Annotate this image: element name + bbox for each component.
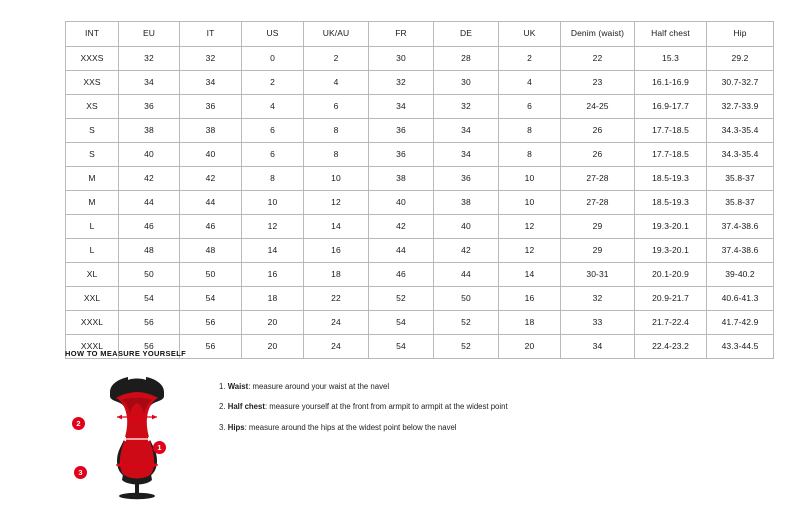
size-value-cell: 16: [499, 287, 561, 311]
size-value-cell: 35.8-37: [707, 167, 774, 191]
size-value-cell: 48: [119, 239, 180, 263]
size-value-cell: 40: [119, 143, 180, 167]
size-value-cell: 34: [119, 71, 180, 95]
size-value-cell: 21.7-22.4: [635, 311, 707, 335]
size-value-cell: 54: [119, 287, 180, 311]
table-row: [66, 95, 774, 119]
size-value-cell: 22: [561, 47, 635, 71]
size-value-cell: 12: [242, 215, 304, 239]
size-value-cell: 12: [499, 215, 561, 239]
measure-note-term: Waist: [227, 382, 249, 391]
size-value-cell: 52: [369, 287, 434, 311]
size-value-cell: 2: [242, 71, 304, 95]
size-value-cell: 18: [304, 263, 369, 287]
size-value-cell: 54: [180, 287, 242, 311]
size-value-cell: 37.4-38.6: [707, 215, 774, 239]
size-value-cell: 34: [434, 143, 499, 167]
size-value-cell: 16: [304, 239, 369, 263]
size-value-cell: 17.7-18.5: [635, 119, 707, 143]
size-value-cell: 34: [561, 335, 635, 359]
size-value-cell: 8: [499, 143, 561, 167]
size-chart-container: [65, 21, 759, 359]
size-value-cell: 36: [119, 95, 180, 119]
size-label-cell: XXL: [66, 287, 119, 311]
column-header-eu: EU: [119, 22, 180, 47]
size-value-cell: 2: [499, 47, 561, 71]
table-row: [66, 167, 774, 191]
size-label-cell: XXS: [66, 71, 119, 95]
size-value-cell: 6: [499, 95, 561, 119]
size-value-cell: 32: [180, 47, 242, 71]
size-value-cell: 8: [242, 167, 304, 191]
marker-3: 3: [74, 466, 87, 479]
size-value-cell: 18.5-19.3: [635, 167, 707, 191]
size-value-cell: 42: [369, 215, 434, 239]
size-value-cell: 34: [369, 95, 434, 119]
size-value-cell: 40.6-41.3: [707, 287, 774, 311]
size-value-cell: 24-25: [561, 95, 635, 119]
size-value-cell: 30-31: [561, 263, 635, 287]
measure-note-term: Hips: [227, 422, 245, 432]
size-value-cell: 10: [304, 167, 369, 191]
column-header-denim-waist: Denim (waist): [561, 22, 635, 47]
size-label-cell: XXXL: [66, 335, 119, 359]
size-value-cell: 8: [499, 119, 561, 143]
size-value-cell: 46: [369, 263, 434, 287]
size-value-cell: 52: [434, 311, 499, 335]
size-value-cell: 12: [304, 191, 369, 215]
size-value-cell: 41.7-42.9: [707, 311, 774, 335]
size-value-cell: 32: [561, 287, 635, 311]
size-value-cell: 48: [180, 239, 242, 263]
how-to-measure-title: HOW TO MEASURE YOURSELF: [65, 349, 187, 358]
size-value-cell: 26: [561, 143, 635, 167]
size-value-cell: 52: [434, 335, 499, 359]
size-value-cell: 28: [434, 47, 499, 71]
size-label-cell: M: [66, 167, 119, 191]
table-row: [66, 71, 774, 95]
size-value-cell: 0: [242, 47, 304, 71]
size-value-cell: 6: [242, 143, 304, 167]
measure-note-term: Half chest: [227, 402, 265, 412]
size-value-cell: 46: [180, 215, 242, 239]
size-value-cell: 30: [369, 47, 434, 71]
size-label-cell: S: [66, 119, 119, 143]
size-value-cell: 46: [119, 215, 180, 239]
size-value-cell: 20: [242, 311, 304, 335]
size-value-cell: 32: [369, 71, 434, 95]
size-value-cell: 34: [180, 71, 242, 95]
column-header-uk: UK: [499, 22, 561, 47]
size-value-cell: 44: [180, 191, 242, 215]
table-row: [66, 287, 774, 311]
size-value-cell: 56: [119, 335, 180, 359]
size-value-cell: 40: [369, 191, 434, 215]
size-value-cell: 38: [119, 119, 180, 143]
size-value-cell: 16: [242, 263, 304, 287]
size-value-cell: 39-40.2: [707, 263, 774, 287]
size-value-cell: 27-28: [561, 191, 635, 215]
size-value-cell: 26: [561, 119, 635, 143]
size-value-cell: 16.9-17.7: [635, 95, 707, 119]
size-value-cell: 50: [434, 287, 499, 311]
table-row: [66, 191, 774, 215]
size-value-cell: 44: [369, 239, 434, 263]
how-to-measure-section: [65, 349, 735, 500]
size-value-cell: 4: [304, 71, 369, 95]
size-value-cell: 17.7-18.5: [635, 143, 707, 167]
size-value-cell: 14: [499, 263, 561, 287]
size-value-cell: 42: [119, 167, 180, 191]
table-body: [66, 47, 774, 359]
size-value-cell: 18.5-19.3: [635, 191, 707, 215]
size-value-cell: 34: [434, 119, 499, 143]
size-value-cell: 44: [434, 263, 499, 287]
size-value-cell: 10: [499, 191, 561, 215]
size-value-cell: 27-28: [561, 167, 635, 191]
size-label-cell: M: [66, 191, 119, 215]
column-header-fr: FR: [369, 22, 434, 47]
measure-note: [219, 382, 508, 391]
size-value-cell: 35.8-37: [707, 191, 774, 215]
how-to-measure-body: [65, 370, 735, 500]
size-value-cell: 30: [434, 71, 499, 95]
table-row: [66, 143, 774, 167]
size-value-cell: 38: [180, 119, 242, 143]
size-value-cell: 4: [499, 71, 561, 95]
column-header-it: IT: [180, 22, 242, 47]
size-value-cell: 43.3-44.5: [707, 335, 774, 359]
size-value-cell: 6: [242, 119, 304, 143]
table-row: [66, 311, 774, 335]
size-value-cell: 56: [119, 311, 180, 335]
size-value-cell: 18: [499, 311, 561, 335]
table-row: [66, 263, 774, 287]
table-header-row: [66, 22, 774, 47]
size-value-cell: 19.3-20.1: [635, 215, 707, 239]
column-header-uk-au: UK/AU: [304, 22, 369, 47]
measure-note: [219, 402, 508, 411]
size-value-cell: 34.3-35.4: [707, 143, 774, 167]
size-value-cell: 20.9-21.7: [635, 287, 707, 311]
size-label-cell: S: [66, 143, 119, 167]
size-value-cell: 29: [561, 215, 635, 239]
size-value-cell: 20: [242, 335, 304, 359]
size-value-cell: 16.1-16.9: [635, 71, 707, 95]
size-value-cell: 29: [561, 239, 635, 263]
size-value-cell: 10: [499, 167, 561, 191]
measure-notes: [219, 370, 508, 443]
size-value-cell: 14: [242, 239, 304, 263]
size-value-cell: 10: [242, 191, 304, 215]
size-label-cell: L: [66, 239, 119, 263]
size-value-cell: 32: [434, 95, 499, 119]
size-value-cell: 54: [369, 311, 434, 335]
size-value-cell: 29.2: [707, 47, 774, 71]
size-value-cell: 36: [369, 143, 434, 167]
mannequin-figure: [76, 370, 195, 500]
size-value-cell: 34.3-35.4: [707, 119, 774, 143]
table-row: [66, 47, 774, 71]
size-value-cell: 22.4-23.2: [635, 335, 707, 359]
column-header-int: INT: [66, 22, 119, 47]
size-value-cell: 42: [434, 239, 499, 263]
table-row: [66, 239, 774, 263]
size-value-cell: 20: [499, 335, 561, 359]
size-value-cell: 24: [304, 311, 369, 335]
size-value-cell: 37.4-38.6: [707, 239, 774, 263]
size-chart-table: [65, 21, 774, 359]
size-value-cell: 32.7-33.9: [707, 95, 774, 119]
column-header-de: DE: [434, 22, 499, 47]
size-value-cell: 32: [119, 47, 180, 71]
column-header-half-chest: Half chest: [635, 22, 707, 47]
measure-note-text: : measure yourself at the front from armpit to armpit at the widest point: [264, 402, 508, 412]
size-value-cell: 50: [180, 263, 242, 287]
size-label-cell: XL: [66, 263, 119, 287]
marker-2: 2: [72, 417, 85, 430]
size-label-cell: XXXS: [66, 47, 119, 71]
size-value-cell: 44: [119, 191, 180, 215]
mannequin-illustration: [80, 370, 195, 500]
measure-note-text: : measure around the hips at the widest point below the navel: [244, 422, 457, 432]
size-value-cell: 15.3: [635, 47, 707, 71]
size-value-cell: 20.1-20.9: [635, 263, 707, 287]
size-value-cell: 36: [369, 119, 434, 143]
size-value-cell: 42: [180, 167, 242, 191]
size-value-cell: 40: [180, 143, 242, 167]
measure-note-number: 2.: [219, 402, 226, 412]
size-label-cell: XXXL: [66, 311, 119, 335]
size-value-cell: 19.3-20.1: [635, 239, 707, 263]
size-value-cell: 36: [180, 95, 242, 119]
column-header-hip: Hip: [707, 22, 774, 47]
size-value-cell: 38: [369, 167, 434, 191]
column-header-us: US: [242, 22, 304, 47]
size-value-cell: 50: [119, 263, 180, 287]
size-value-cell: 22: [304, 287, 369, 311]
size-value-cell: 56: [180, 311, 242, 335]
size-value-cell: 33: [561, 311, 635, 335]
size-value-cell: 12: [499, 239, 561, 263]
size-value-cell: 56: [180, 335, 242, 359]
table-row: [66, 119, 774, 143]
size-value-cell: 23: [561, 71, 635, 95]
size-value-cell: 54: [369, 335, 434, 359]
size-value-cell: 2: [304, 47, 369, 71]
measure-note-text: : measure around your waist at the navel: [248, 382, 390, 391]
size-label-cell: XS: [66, 95, 119, 119]
size-value-cell: 14: [304, 215, 369, 239]
size-value-cell: 6: [304, 95, 369, 119]
size-value-cell: 36: [434, 167, 499, 191]
size-value-cell: 38: [434, 191, 499, 215]
size-value-cell: 4: [242, 95, 304, 119]
size-value-cell: 18: [242, 287, 304, 311]
size-value-cell: 30.7-32.7: [707, 71, 774, 95]
size-label-cell: L: [66, 215, 119, 239]
measure-note-number: 3.: [219, 422, 226, 432]
marker-1: 1: [153, 441, 166, 454]
size-value-cell: 8: [304, 143, 369, 167]
size-value-cell: 24: [304, 335, 369, 359]
table-row: [66, 215, 774, 239]
measure-note: [219, 423, 508, 432]
measure-note-number: 1.: [219, 382, 226, 391]
size-value-cell: 40: [434, 215, 499, 239]
size-value-cell: 8: [304, 119, 369, 143]
